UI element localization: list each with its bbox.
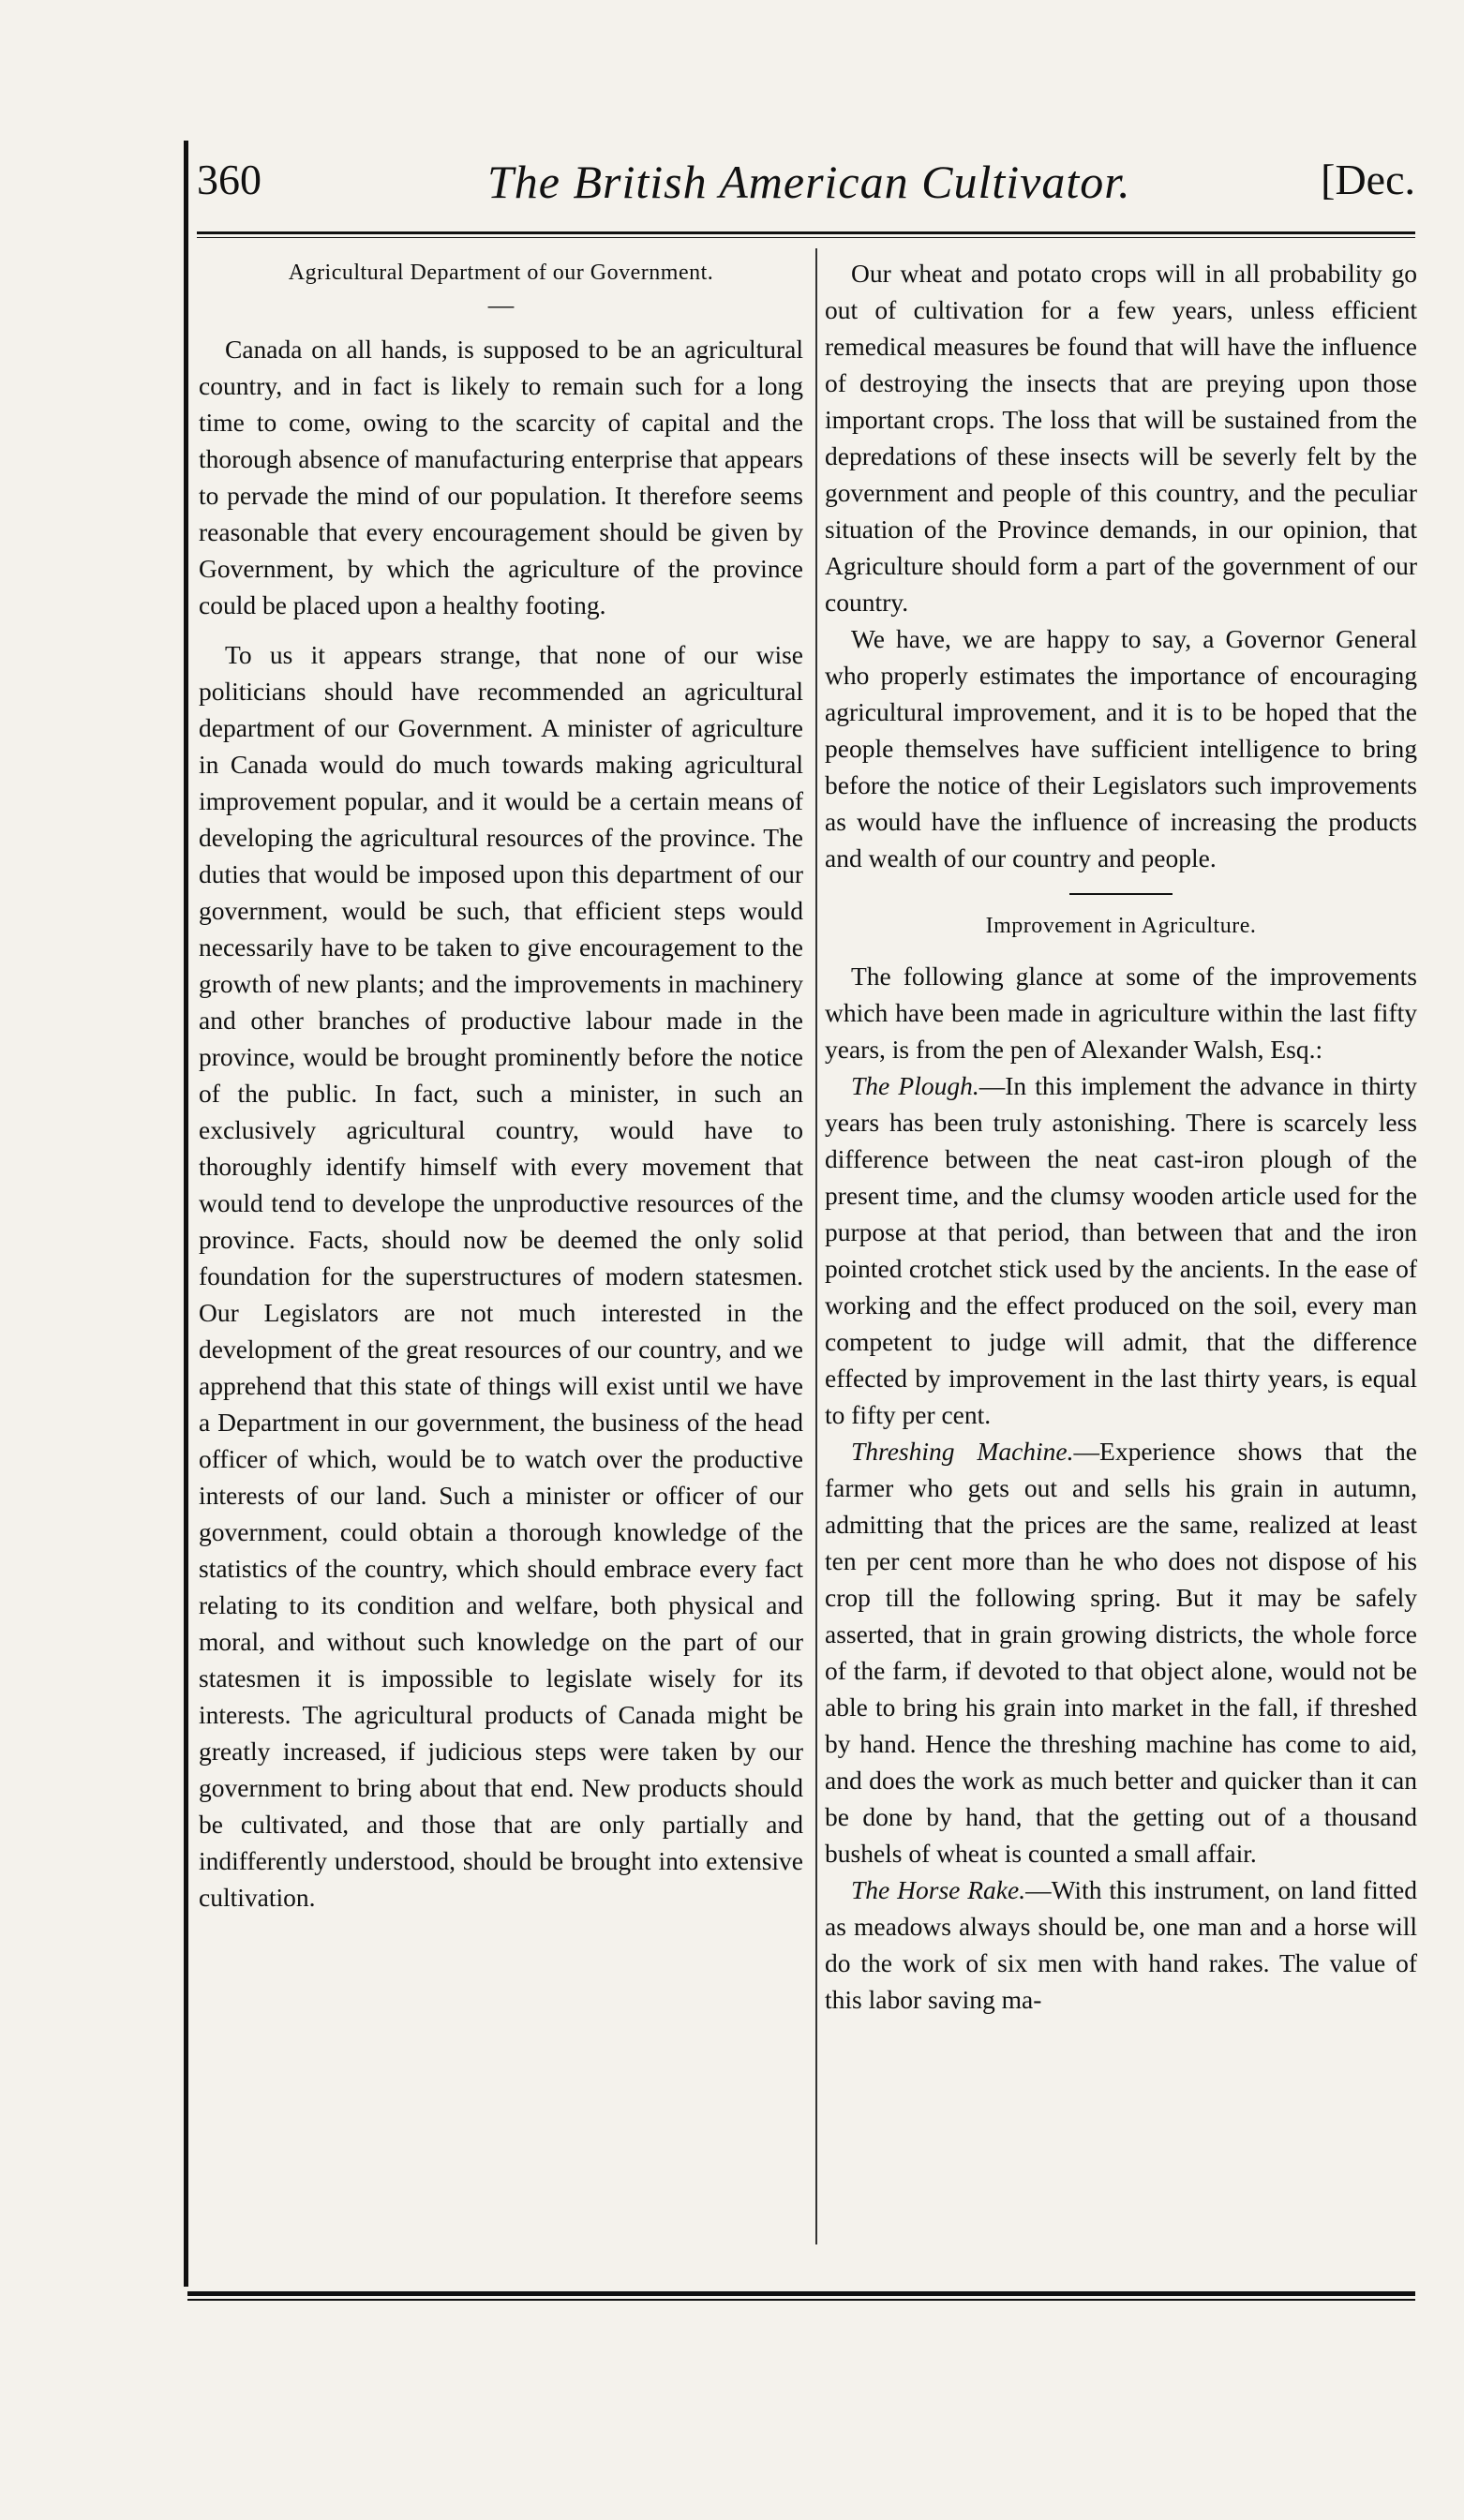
paragraph: To us it appears strange, that none of our wise politicians should have recommended an agricultural department of our Government. A minister of agriculture in Canada would do much towards making agricultural improvement popular, and it would be a certain means of developing the agricultural resources of the province. The duties that would be imposed upon this department of our government, would be such, that efficient steps would necessarily have to be taken to give encouragement to the growth of new plants; and the improvements in machinery and other branches of productive labour made in the province, would be brought prominently before the notice of the public. In fact, such a minister, in such an exclusively agricultural country, would have to thoroughly identify himself with every movement that would tend to develope the unproductive resources of the province. Facts, should now be deemed the only solid foundation for the superstructures of modern statesmen. Our Legislators are not much interested in the development of the great resources of our country, and we apprehend that this state of things will exist until we have a Department in our government, the business of the head officer of which, would be to watch over the productive interests of our land. Such a minister or officer of our government, could obtain a thorough knowledge of the statistics of the country, which should embrace every fact relating to its condition and welfare, both physical and moral, and without such knowledge on the part of our statesmen it is impossible to legislate wisely for its interests. The agricultural products of Canada might be greatly increased, if judicious steps were taken by our government to bring about that end. New products should be cultivated, and those that are only partially and indifferently understood, should be brought into extensive cultivation. [199, 640, 803, 1912]
bottom-rule-thin [187, 2299, 1415, 2301]
column-divider [815, 248, 817, 2244]
paragraph: Canada on all hands, is supposed to be an agricultural country, and in fact is likely to remain such for a long time to come, owing to the scarcity of capital and the thorough absence of manufacturing enterprise that appears to pervade the mind of our population. It therefore seems reasonable that every encouragement should be given by Government, by which the agriculture of the province could be placed upon a healthy footing. [199, 335, 803, 619]
paragraph-horse-rake: The Horse Rake.—With this instrument, on land fitted as meadows always should be, one man and a horse will do the work of six men with hand rakes. The value of this labor saving ma- [825, 1875, 1417, 2014]
subheading-plough: The Plough. [851, 1071, 979, 1100]
heading-dash: — [487, 290, 515, 319]
paragraph: The following glance at some of the improvements which have been made in agriculture within the last fifty years, is from the pen of Alexander Walsh, Esq.: [825, 962, 1417, 1064]
journal-title: The British American Cultivator. [487, 156, 1131, 208]
article-heading-improvement: Improvement in Agriculture. [985, 914, 1257, 938]
issue-month: [Dec. [1321, 156, 1415, 203]
page-number: 360 [197, 156, 261, 203]
header-rule [197, 231, 1415, 234]
paragraph-threshing: Threshing Machine.—Experience shows that the farmer who gets out and sells his grain in autumn, admitting that the prices are the same, realized at least ten per cent more than he who does not dispose of his crop till the following spring. But it may be safely asserted, that in grain growing districts, the whole force of the farm, if devoted to that object alone, would not be able to bring his grain into market in the fall, if threshed by hand. Hence the threshing machine has come to aid, and does the work as much better and quicker than it can be done by hand, that the getting out of a thousand bushels of wheat is counted a small affair. [825, 1437, 1417, 1868]
right-column [825, 255, 1417, 2018]
paragraph-plough: The Plough.—In this implement the advance in thirty years has been truly astonishing. There is scarcely less difference between the neat cast-iron plough of the present time, and the clumsy wooden article used for the purpose at that period, than between that and the iron pointed crotchet stick used by the ancients. In the ease of working and the effect produced on the soil, every man competent to judge will admit, that the difference effected by improvement in the last thirty years, is equal to fifty per cent. [825, 1071, 1417, 1429]
section-separator [1069, 893, 1173, 895]
left-column [199, 255, 803, 1916]
article-heading-government: Agricultural Department of our Government. [288, 261, 714, 285]
left-margin-rule [184, 141, 188, 2287]
subheading-threshing: Threshing Machine. [851, 1437, 1074, 1466]
subheading-horse-rake: The Horse Rake. [851, 1875, 1026, 1904]
header-rule-thin [197, 237, 1415, 238]
bottom-rule [187, 2291, 1415, 2296]
page-header [197, 155, 1415, 220]
paragraph: We have, we are happy to say, a Governor General who properly estimates the importance of encouraging agricultural improvement, and it is to be hoped that the people themselves have sufficient intelligence to bring before the notice of their Legislators such improvements as would have the influence of increasing the products and wealth of our country and people. [825, 624, 1417, 872]
paragraph: Our wheat and potato crops will in all probability go out of cultivation for a few years, unless efficient remedical measures be found that will have the influence of destroying the insects that are preying upon those important crops. The loss that will be sustained from the depredations of these insects will be severly felt by the government and people of this country, and the peculiar situation of the Province demands, in our opinion, that Agriculture should form a part of the government of our country. [825, 259, 1417, 617]
